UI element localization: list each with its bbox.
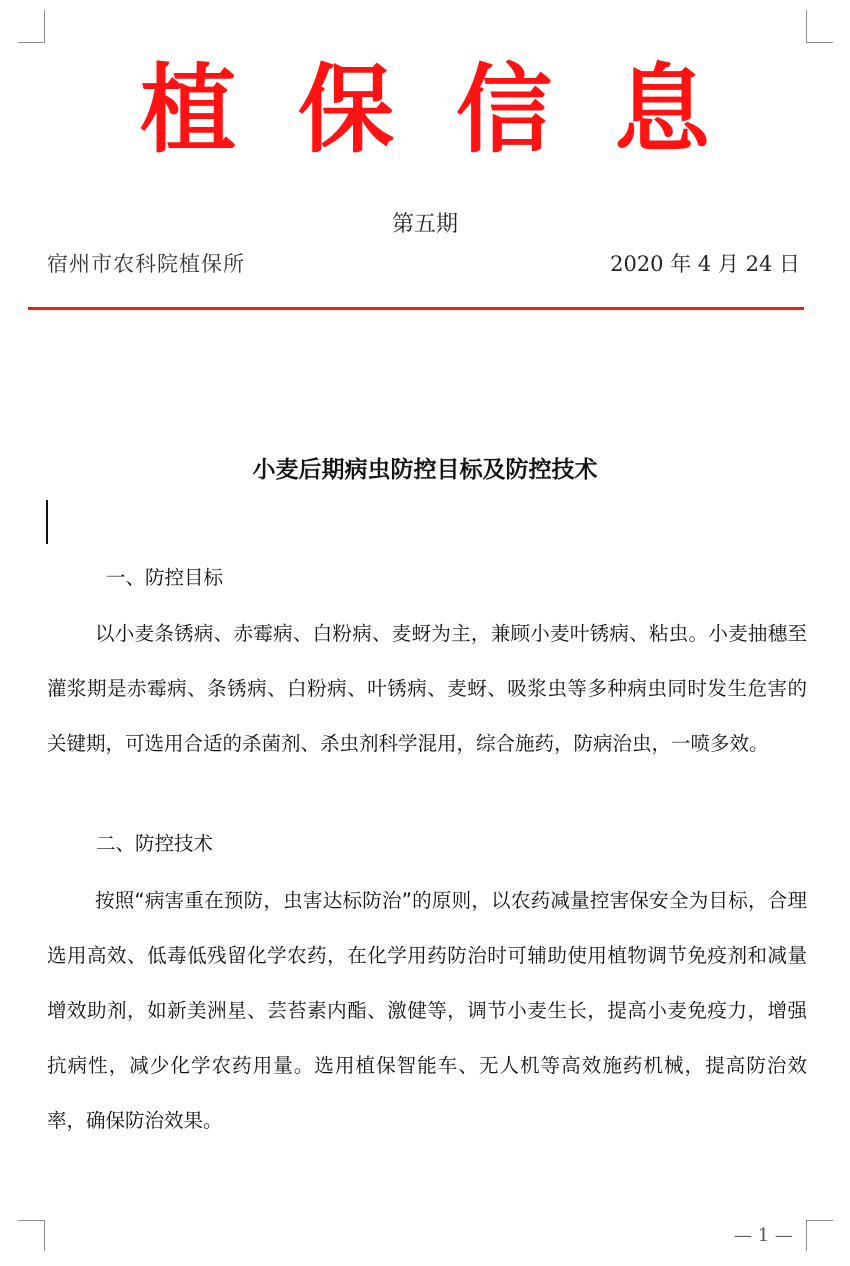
issue-number: 第五期	[391, 212, 458, 237]
header-divider	[28, 307, 804, 310]
section-body-techniques[interactable]: 按照“病害重在预防，虫害达标防治”的原则，以农药减量控害保安全为目标，合理选用高效、低毒低残留化学农药，在化学用药防治时可辅助使用植物调节免疫剂和减量增效助剂，如新美洲星、芸苔素内酯、激健等，调节小麦生长，提高小麦免疫力，增强抗病性，减少化学农药用量。选用植保智能车、无人机等高效施药机械，提高防治效率，确保防治效果。	[47, 889, 807, 1132]
page-number: — 1 —	[734, 1225, 793, 1246]
section-body-goals[interactable]: 以小麦条锈病、赤霉病、白粉病、麦蚜为主，兼顾小麦叶锈病、粘虫。小麦抽穗至灌浆期是赤霉病、条锈病、白粉病、叶锈病、麦蚜、吸浆虫等多种病虫同时发生危害的关键期，可选用合适的杀菌剂、杀虫剂科学混用，综合施药，防病治虫，一喷多效。	[47, 622, 807, 755]
publisher-org: 宿州市农科院植保所	[47, 252, 245, 276]
article-title: 小麦后期病虫防控目标及防控技术	[252, 457, 598, 483]
masthead-title	[100, 55, 750, 165]
crop-mark-bottom-left	[18, 1220, 45, 1251]
masthead-char: 信	[456, 53, 552, 166]
text-cursor	[46, 500, 48, 544]
section-heading-goals: 一、防控目标	[106, 566, 224, 589]
crop-mark-top-left	[18, 10, 45, 43]
section-heading-techniques: 二、防控技术	[96, 832, 214, 855]
publish-date: 2020 年 4 月 24 日	[610, 252, 800, 276]
masthead-char: 保	[298, 53, 394, 166]
crop-mark-bottom-right	[806, 1220, 833, 1251]
masthead-char: 息	[614, 53, 710, 166]
crop-mark-top-right	[806, 10, 833, 43]
masthead-char: 植	[140, 53, 236, 166]
